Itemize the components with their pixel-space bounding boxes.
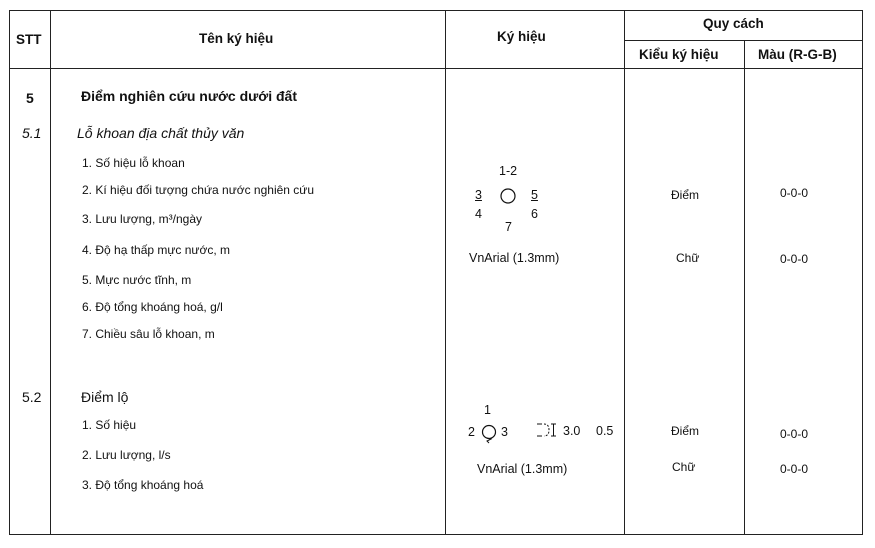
outcrop-label-top: 1 <box>484 403 491 417</box>
header-kieu: Kiểu ký hiệu <box>639 47 719 62</box>
kieu-5-2-diem: Điểm <box>671 424 700 438</box>
header-quycach: Quy cách <box>703 16 764 31</box>
stt-5: 5 <box>26 90 34 106</box>
header-divider <box>9 68 863 69</box>
header-mau: Màu (R-G-B) <box>758 47 837 62</box>
borehole-label-left-bottom: 4 <box>475 207 482 221</box>
list-item: 5. Mực nước tĩnh, m <box>82 273 192 287</box>
section-5-1-title: Lỗ khoan địa chất thủy văn <box>77 125 245 141</box>
header-stt: STT <box>16 32 42 47</box>
kieu-5-2-chu: Chữ <box>672 460 696 474</box>
mau-5-2-chu: 0-0-0 <box>780 462 809 476</box>
mau-5-1-diem: 0-0-0 <box>780 186 809 200</box>
kieu-5-1-chu: Chữ <box>676 251 700 265</box>
list-item: 7. Chiều sâu lỗ khoan, m <box>82 327 215 341</box>
col-divider-stt <box>50 10 51 535</box>
outcrop-label-right: 3 <box>501 425 508 439</box>
list-item: 1. Số hiệu <box>82 418 137 432</box>
list-item: 2. Kí hiệu đối tượng chứa nước nghiên cứu <box>82 183 315 197</box>
kieu-5-1-diem: Điểm <box>671 188 700 202</box>
stt-5-2: 5.2 <box>22 389 42 405</box>
list-item: 2. Lưu lượng, l/s <box>82 448 171 462</box>
header-ten: Tên ký hiệu <box>199 31 274 46</box>
dimension-circle-icon <box>535 421 559 439</box>
col-divider-kyhieu <box>624 10 625 535</box>
header-kyhieu: Ký hiệu <box>497 29 546 44</box>
borehole-label-left-top: 3 <box>475 188 482 202</box>
col-divider-kieu <box>744 40 745 535</box>
mau-5-2-diem: 0-0-0 <box>780 427 809 441</box>
section-5-title: Điểm nghiên cứu nước dưới đất <box>81 88 298 104</box>
col-divider-ten <box>445 10 446 535</box>
quycach-divider <box>624 40 863 41</box>
dimension-line-width: 0.5 <box>596 424 614 438</box>
outcrop-label-left: 2 <box>468 425 475 439</box>
borehole-label-top: 1-2 <box>499 164 518 178</box>
list-item: 3. Lưu lượng, m³/ngày <box>82 212 202 226</box>
mau-5-1-chu: 0-0-0 <box>780 252 809 266</box>
font-spec-5-2: VnArial (1.3mm) <box>477 462 568 476</box>
list-item: 6. Độ tổng khoáng hoá, g/l <box>82 300 223 314</box>
dimension-diameter: 3.0 <box>563 424 581 438</box>
section-5-2-title: Điểm lộ <box>81 389 129 405</box>
font-spec-5-1: VnArial (1.3mm) <box>469 251 560 265</box>
list-item: 3. Độ tổng khoáng hoá <box>82 478 204 492</box>
list-item: 1. Số hiệu lỗ khoan <box>82 156 185 170</box>
borehole-label-right-top: 5 <box>531 188 538 202</box>
borehole-label-bottom: 7 <box>505 220 512 234</box>
borehole-circle-icon <box>499 187 517 205</box>
stt-5-1: 5.1 <box>22 125 42 141</box>
spring-circle-icon <box>480 423 498 445</box>
list-item: 4. Độ hạ thấp mực nước, m <box>82 243 230 257</box>
borehole-label-right-bottom: 6 <box>531 207 538 221</box>
